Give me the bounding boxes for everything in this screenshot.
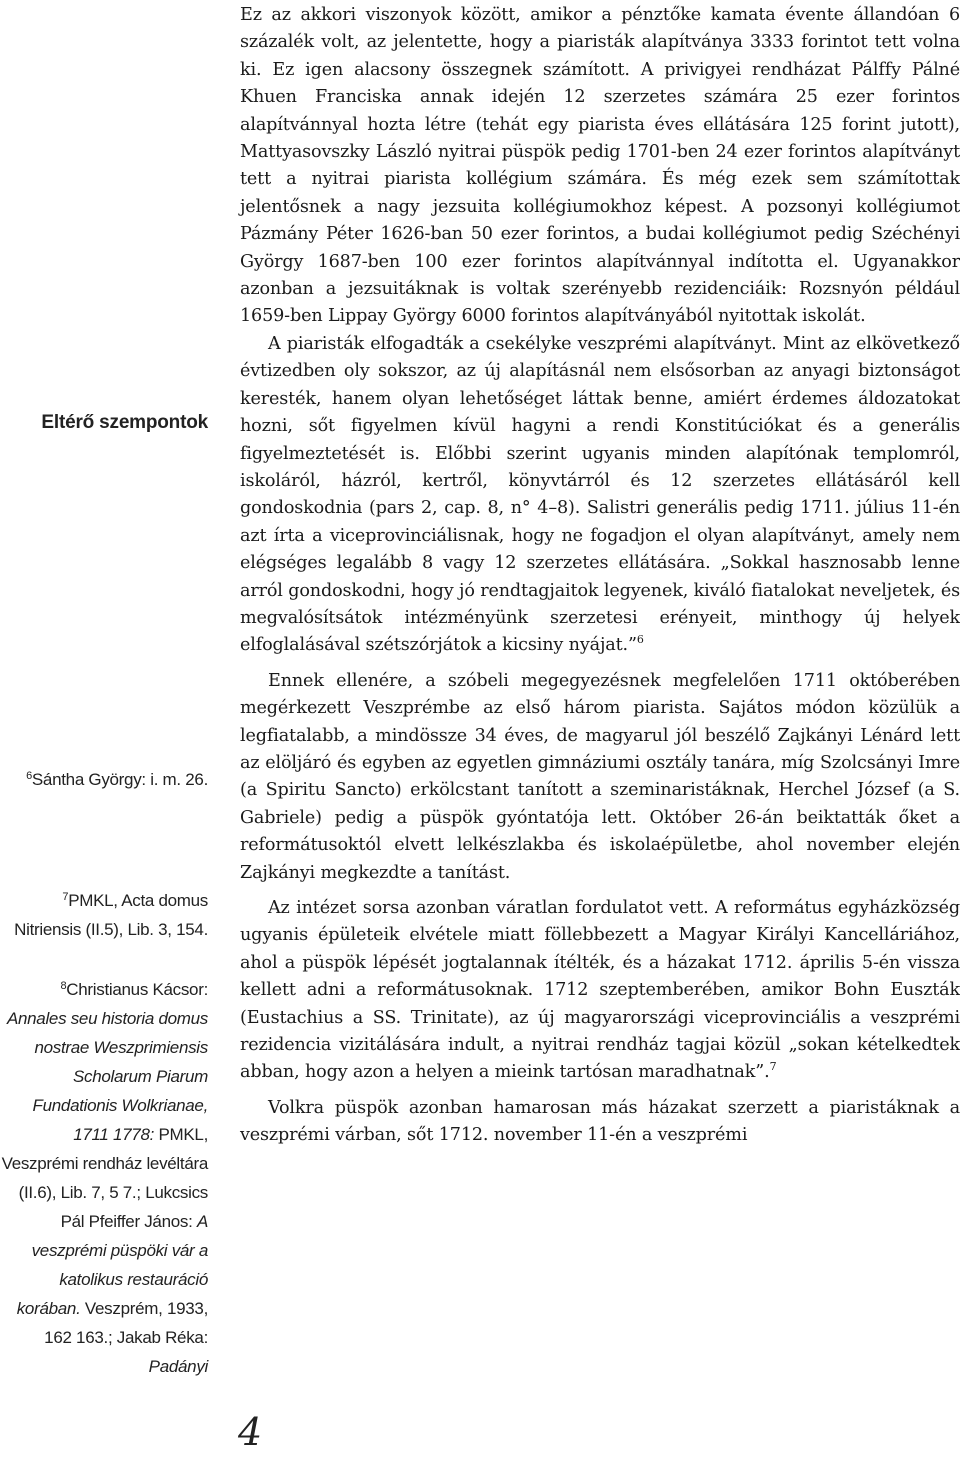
paragraph: Volkra püspök azonban hamarosan más házakat szerzett a piaristáknak a veszprémi várban, sőt 1712. november 11-én a veszprémi: [240, 1097, 960, 1146]
paragraph: [240, 331, 960, 660]
footnote-text: PMKL, Acta domus Nitriensis (II.5), Lib. 3, 154.: [14, 891, 208, 939]
paragraph: Ez az akkori viszonyok között, amikor a pénztőke kamata évente állandóan 6 százalék volt, az jelentette, hogy a piaristák alapítványa 3333 forintot tett volna ki. Ez igen alacsony összegnek számított. A privigyei rendházat Pálffy Pálné Khuen Franciska annak idején 12 szerzetes számára 25 ezer forintos alapítvánnyal hozta létre (tehát egy piarista éves ellátására 125 forint jutott), Mattyasovszky László nyitrai püspök pedig 1701-ben 24 ezer forintos alapítványt tett a nyitrai piarista kollégium számára. És még ezek sem számítottak jelentősnek a nagy jezsuita kollégiumokhoz képest. A pozsonyi kollégiumot Pázmány Péter 1626-ban 50 ezer forintos, a budai kollégiumot pedig Széchényi György 1687-ben 100 ezer forintos alapítvánnyal indította el. Ugyanakkor azonban a jezsuitáknak is voltak szerényebb rezidenciáik: Rozsnyón például 1659-ben Lippay György 6000 forintos alapítványából nyitottak iskolát.: [240, 5, 960, 327]
paragraph: [240, 895, 960, 1087]
main-text: [240, 2, 960, 1150]
footnote-text: PMKL, Veszprémi rendház levéltára (II.6), Lib. 7, 5 7.; Lukcsics Pál Pfeiffer János:: [1, 1125, 208, 1231]
paragraph: Ennek ellenére, a szóbeli megegyezésnek megfelelően 1711 októberében megérkezett Veszprémbe az első három piarista. Sajátos módon közülük a legfiatalabb, a mindössze 34 éves, de magyarul jól beszélő Zajkányi Lénárd lett az elöljáró és egyben az egyetlen gimnáziumi osztály tanára, míg Szolcsányi Imre (a Spiritu Sancto) erkölcstant tanított a szeminaristáknak, Herchel József (a S. Gabriele) pedig a püspök gyóntatója lett. Október 26-án beiktatták őket a reformátusoktól elvett lelkészlakba és iskolaépületbe, ahol november elején Zajkányi megkezdte a tanítást.: [240, 670, 960, 883]
footnote-book-title: A veszprémi püspöki vár a katolikus restauráció korában.: [16, 1212, 208, 1318]
footnote-text: Veszprém, 1933, 162 163.; Jakab Réka:: [44, 1299, 208, 1347]
footnote-text: Christianus Kácsor:: [66, 980, 208, 999]
footnote-book-title: Padányi: [148, 1357, 208, 1376]
footnote-text: Sántha György: i. m. 26.: [31, 770, 208, 789]
footnote-number: 7: [62, 891, 69, 903]
footnote-7: [0, 886, 208, 944]
footnote-source-title: Annales seu historia domus nostrae Weszprimiensis Scholarum Piarum Fundationis Wolkrianae, 1711 1778:: [6, 1009, 208, 1144]
footnote-8: [0, 975, 208, 1381]
section-heading: Eltérő szempontok: [41, 412, 208, 433]
footnote-number: 8: [60, 980, 67, 992]
footnote-ref: 7: [769, 1060, 777, 1074]
page-number: 4: [238, 1410, 263, 1454]
footnote-6: [0, 765, 208, 794]
paragraph-text: Az intézet sorsa azonban váratlan fordulatot vett. A református egyházközség ugyanis épületeik elvétele miatt föllebbezett a Magyar Királyi Kancelláriához, ahol a püspök lépését jogtalannak ítélték, és a házakat 1712. április 5-én vissza kellett adni a reformátusoknak. 1712 szeptemberében, amikor Bohn Euszták (Eustachius a SS. Trinitate), az új magyarországi viceprovinciális a veszprémi rezidencia vizitálására indult, a nyitrai rendház tagjai közül „sokan kételkedtek abban, hogy azon a helyen a mieink tartósan maradhatnak”.: [240, 898, 960, 1083]
footnote-ref: 6: [636, 633, 644, 647]
paragraph-text: A piaristák elfogadták a csekélyke veszprémi alapítványt. Mint az elkövetkező évtizedben oly sokszor, az új alapításnál nem elsősorban az anyagi biztonságot keresték, hanem olyan lehetőséget láttak benne, amiért érdemes áldozatokat hozni, sőt figyelmen kívül hagyni a rendi Konstitúciókat és a generális figyelmeztetését is. Előbbi szerint ugyanis minden alapítónak templomról, iskoláról, házról, kertről, könyvtárról és 12 szerzetes ellátásáról kell gondoskodnia (pars 2, cap. 8, n° 4–8). Salistri generális pedig 1711. július 11-én azt írta a viceprovinciálisnak, hogy ne fogadjon el olyan alapítványt, amely nem elégséges legalább 8 vagy 12 szerzetes ellátására. „Sokkal hasznosabb lenne arról gondoskodni, hogy jó rendtagjaitok legyenek, kiváló fiatalokat neveljetek, és megvalósítsátok intézményünk szerzetesi erényeit, minthogy új helyek elfoglalásával szétszórjátok a kicsiny nyájat.”: [240, 333, 960, 656]
footnote-number: 6: [26, 770, 32, 782]
